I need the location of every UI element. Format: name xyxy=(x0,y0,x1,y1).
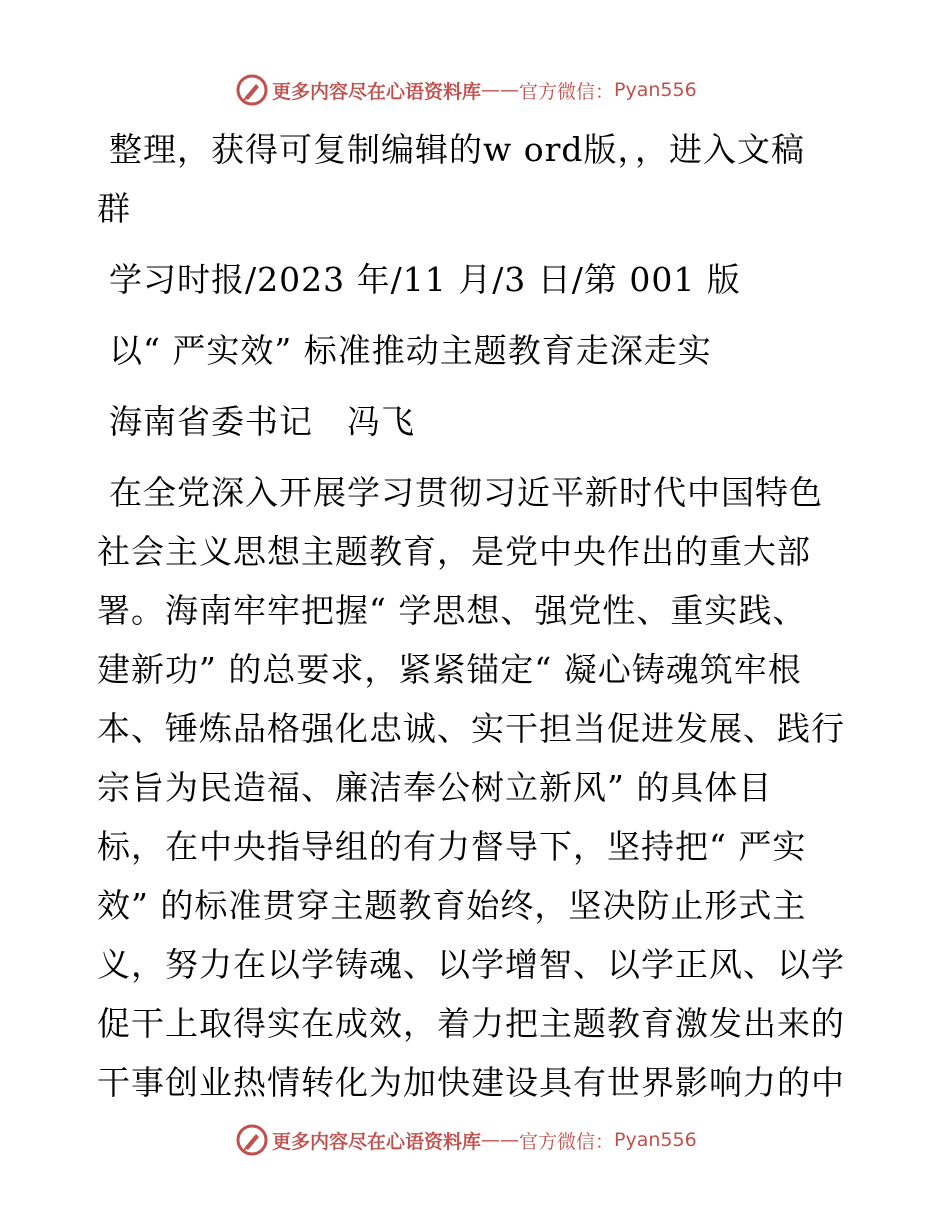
watermark-text: 更多内容尽在心语资料库 xyxy=(272,1130,482,1153)
watermark-separator: —— xyxy=(481,1129,520,1151)
body-line: 社会主义思想主题教育，是党中央作出的重大部 xyxy=(97,532,811,571)
intro-paragraph-continued xyxy=(97,179,857,238)
watermark-label: 官方微信： xyxy=(519,80,615,103)
watermark-label: 官方微信： xyxy=(519,1130,615,1153)
body-line: 义，努力在以学铸魂、以学增智、以学正风、以学 xyxy=(97,945,845,984)
intro-line: 整理，获得可复制编辑的w ord版，，进入文稿 xyxy=(109,130,806,169)
body-line: 本、锤炼品格强化忠诚、实干担当促进发展、践行 xyxy=(97,709,845,748)
article-title: 以“ 严实效” 标准推动主题教育走深走实 xyxy=(109,331,712,370)
watermark-separator: —— xyxy=(481,79,520,101)
document-body xyxy=(97,120,857,1112)
pen-logo-icon xyxy=(236,74,268,106)
body-line: 效” 的标准贯穿主题教育始终，坚决防止形式主 xyxy=(97,886,807,925)
body-line: 促干上取得实在成效，着力把主题教育激发出来的 xyxy=(97,1004,845,1043)
pen-logo-icon xyxy=(236,1124,268,1156)
watermark-account: Pyan556 xyxy=(614,79,697,101)
intro-paragraph xyxy=(97,120,857,179)
body-line: 建新功” 的总要求，紧紧锚定“ 凝心铸魂筑牢根 xyxy=(97,650,802,689)
article-author: 海南省委书记 冯飞 xyxy=(109,402,415,441)
intro-line: 群 xyxy=(97,189,131,228)
watermark-text: 更多内容尽在心语资料库 xyxy=(272,80,482,103)
header-watermark xyxy=(236,73,697,107)
body-line: 干事创业热情转化为加快建设具有世界影响力的中 xyxy=(97,1063,845,1102)
source-line: 学习时报/2023 年/11 月/3 日/第 001 版 xyxy=(109,260,741,299)
body-line: 标，在中央指导组的有力督导下，坚持把“ 严实 xyxy=(97,827,807,866)
body-paragraph xyxy=(97,463,857,1112)
footer-watermark xyxy=(236,1123,697,1157)
watermark-account: Pyan556 xyxy=(614,1129,697,1151)
body-line: 宗旨为民造福、廉洁奉公树立新风” 的具体目 xyxy=(97,768,773,807)
body-line: 署。海南牢牢把握“ 学思想、强党性、重实践、 xyxy=(97,591,807,630)
body-line: 在全党深入开展学习贯彻习近平新时代中国特色 xyxy=(109,473,823,512)
